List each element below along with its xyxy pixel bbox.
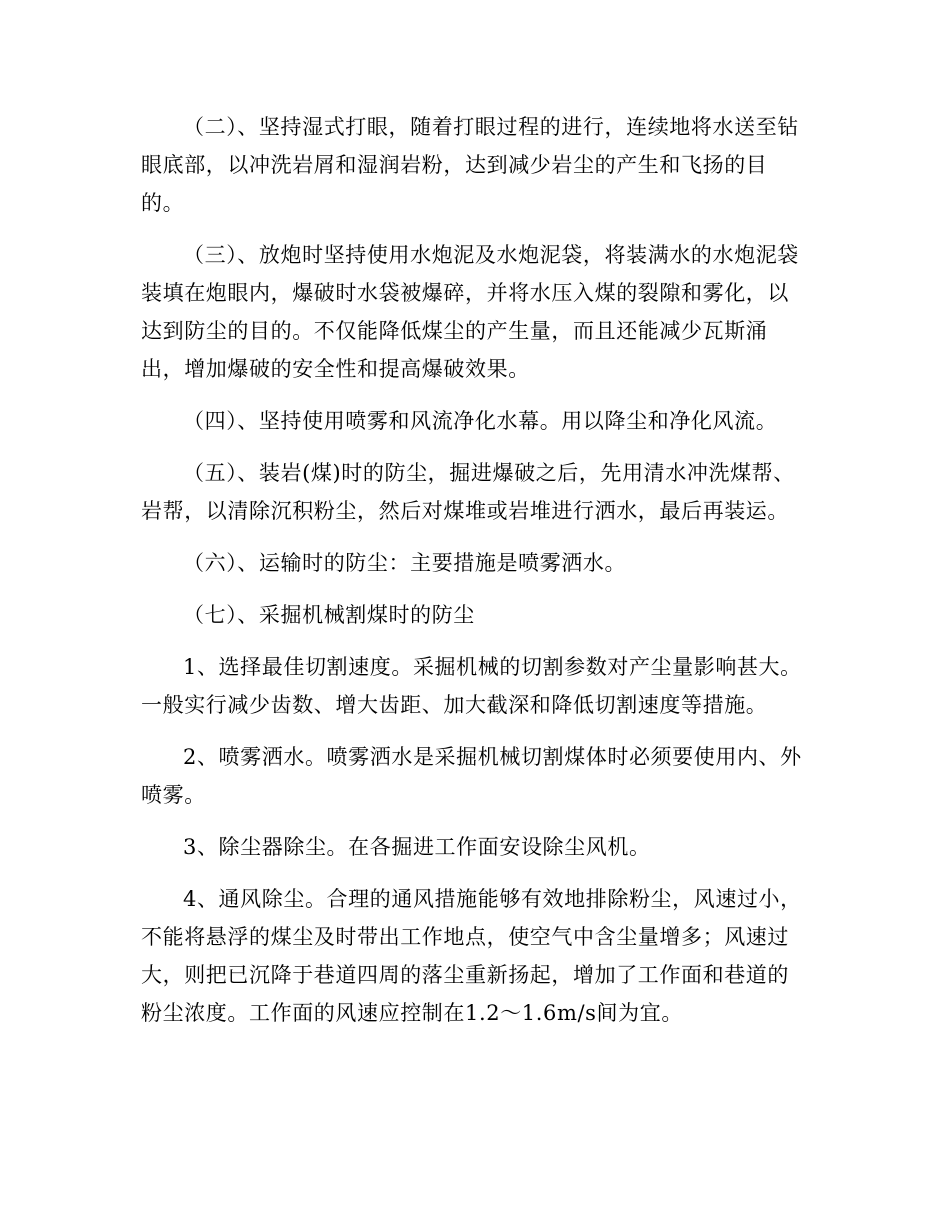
paragraph-water-stemming: （三）、放炮时坚持使用水炮泥及水炮泥袋，将装满水的水炮泥袋装填在炮眼内，爆破时水袋被爆碎，并将水压入煤的裂隙和雾化，以达到防尘的目的。不仅能降低煤尘的产生量，而且还能减少瓦斯涌出，增加爆破的安全性和提高爆破效果。 xyxy=(141,243,799,381)
paragraph-spray-water-curtain: （四）、坚持使用喷雾和风流净化水幕。用以降尘和净化风流。 xyxy=(183,409,778,433)
paragraph-item-2: 2、喷雾洒水。喷雾洒水是采掘机械切割煤体时必须要使用内、外喷雾。 xyxy=(141,745,802,807)
paragraph-wet-drilling: （二）、坚持湿式打眼，随着打眼过程的进行，连续地将水送至钻眼底部，以冲洗岩屑和湿润岩粉，达到减少岩尘的产生和飞扬的目的。 xyxy=(141,115,799,215)
paragraph-item-1: 1、选择最佳切割速度。采掘机械的切割参数对产尘量影响甚大。一般实行减少齿数、增大齿距、加大截深和降低切割速度等措施。 xyxy=(141,655,802,717)
paragraph-loading-dust-control: （五）、装岩(煤)时的防尘，掘进爆破之后，先用清水冲洗煤帮、岩帮，以清除沉积粉尘，然后对煤堆或岩堆进行洒水，最后再装运。 xyxy=(141,461,795,523)
document-body xyxy=(141,108,809,1046)
paragraph-item-4: 4、通风除尘。合理的通风措施能够有效地排除粉尘，风速过小，不能将悬浮的煤尘及时带出工作地点，使空气中含尘量增多；风速过大，则把已沉降于巷道四周的落尘重新扬起，增加了工作面和巷道的粉尘浓度。工作面的风速应控制在1.2～1.6m/s间为宜。 xyxy=(141,887,802,1025)
paragraph-transport-dust-control: （六）、运输时的防尘：主要措施是喷雾洒水。 xyxy=(183,551,627,575)
paragraph-item-3: 3、除尘器除尘。在各掘进工作面安设除尘风机。 xyxy=(183,835,651,859)
paragraph-machine-cutting-heading: （七）、采掘机械割煤时的防尘 xyxy=(183,603,475,627)
